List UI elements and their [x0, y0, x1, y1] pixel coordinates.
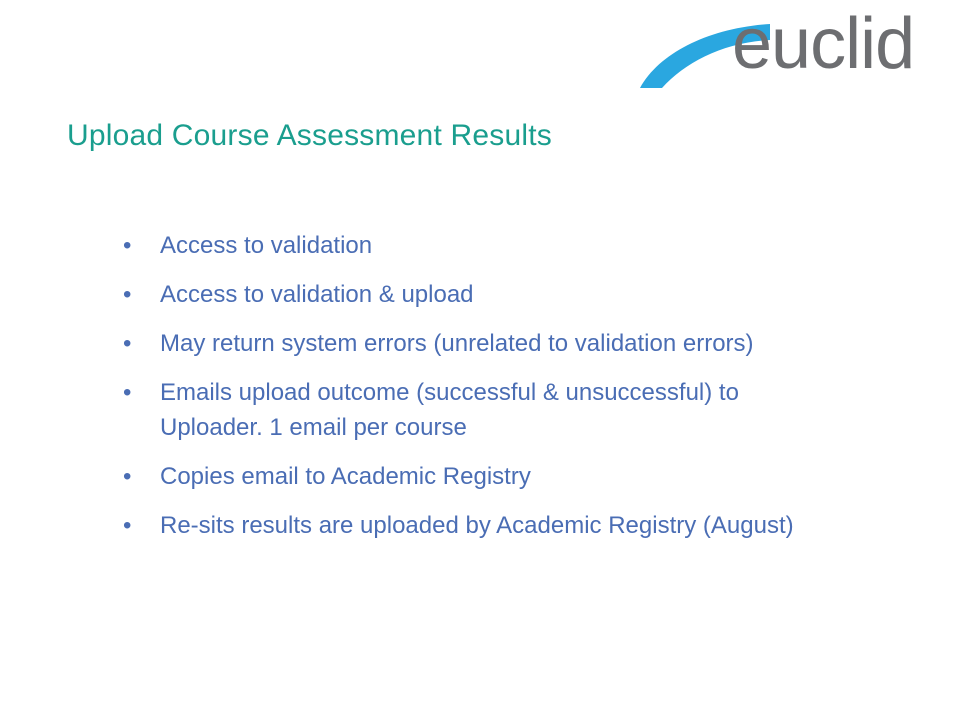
bullet-item — [118, 277, 798, 312]
bullet-item — [118, 375, 798, 445]
bullet-text: May return system errors (unrelated to validation errors) — [160, 330, 754, 357]
bullet-text: Access to validation — [160, 232, 373, 259]
bullet-dot: • — [123, 512, 132, 539]
bullet-item — [118, 326, 798, 361]
bullet-text: Re-sits results are uploaded by Academic Registry (August) — [160, 512, 794, 539]
bullet-dot: • — [123, 232, 132, 259]
bullet-dot: • — [123, 330, 132, 357]
bullet-text: Access to validation & upload — [160, 281, 474, 308]
bullet-dot: • — [123, 379, 132, 406]
bullet-item — [118, 508, 798, 543]
slide-title: Upload Course Assessment Results — [67, 119, 552, 152]
bullet-item — [118, 459, 798, 494]
bullet-item — [118, 228, 798, 263]
bullet-text: Copies email to Academic Registry — [160, 463, 531, 490]
logo-wordmark: euclid — [732, 4, 915, 84]
euclid-logo — [640, 4, 930, 102]
bullet-dot: • — [123, 463, 132, 490]
bullet-list — [118, 228, 798, 557]
bullet-text: Emails upload outcome (successful & unsuccessful) to Uploader. 1 email per course — [160, 379, 739, 441]
bullet-dot: • — [123, 281, 132, 308]
